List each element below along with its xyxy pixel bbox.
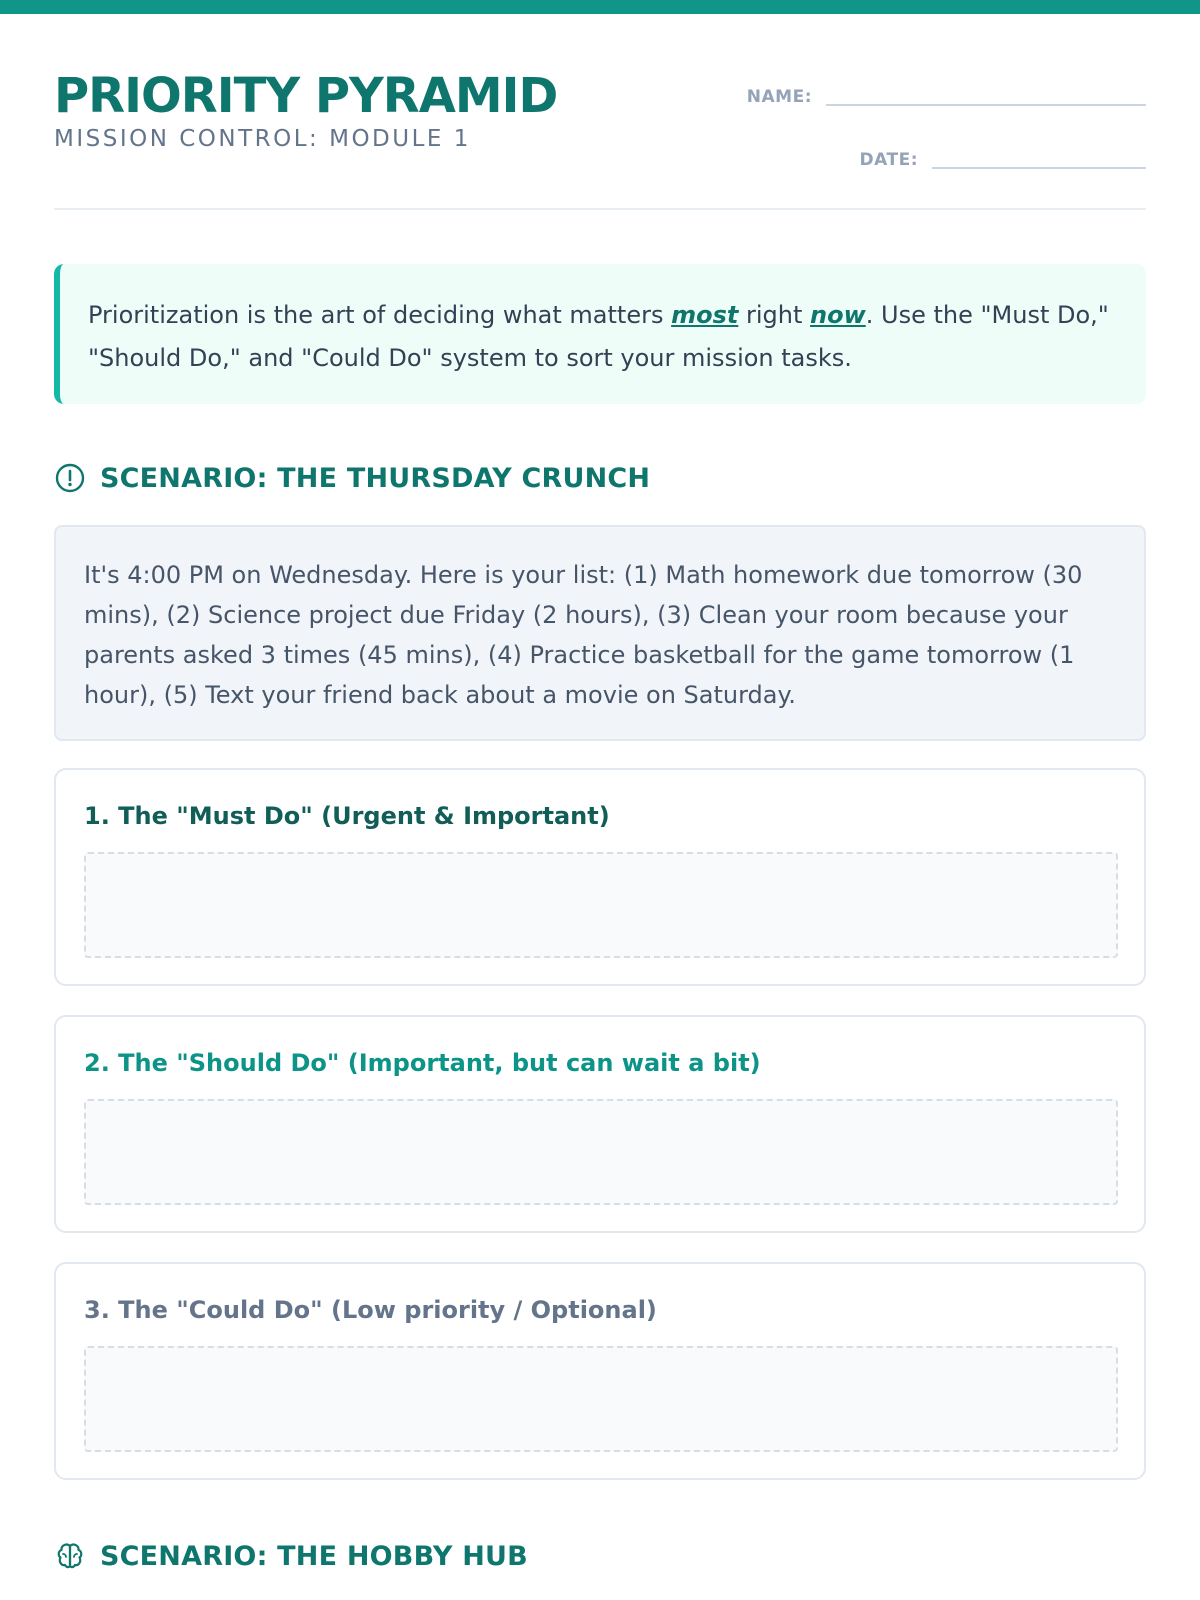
intro-emphasis-now: now (810, 301, 866, 329)
must-do-answer-box[interactable] (84, 852, 1118, 958)
name-label: NAME: (746, 87, 812, 107)
intro-emphasis-most: most (671, 301, 739, 329)
page-title: PRIORITY PYRAMID (54, 68, 558, 124)
intro-text-1: Prioritization is the art of deciding what matters (88, 301, 672, 329)
must-do-title: 1. The "Must Do" (Urgent & Important) (84, 802, 610, 830)
must-do-card (54, 768, 1146, 986)
intro-callout (54, 264, 1146, 404)
brain-icon (54, 1540, 86, 1572)
date-field (860, 151, 1146, 169)
section-heading-text: SCENARIO: THE THURSDAY CRUNCH (100, 462, 651, 494)
section-heading-text: SCENARIO: THE HOBBY HUB (100, 1540, 528, 1572)
section-heading-hobby-hub (54, 1540, 528, 1572)
should-do-answer-box[interactable] (84, 1099, 1118, 1205)
top-accent-bar (0, 0, 1200, 14)
section-heading-thursday-crunch (54, 462, 650, 494)
alert-circle-icon (54, 462, 86, 494)
could-do-title: 3. The "Could Do" (Low priority / Optional) (84, 1296, 657, 1324)
could-do-answer-box[interactable] (84, 1346, 1118, 1452)
should-do-title: 2. The "Should Do" (Important, but can wait a bit) (84, 1049, 761, 1077)
date-input-line[interactable] (932, 151, 1146, 169)
intro-text-3: . Use the "Must Do," "Should Do," and "Could Do" system to sort your mission tasks. (88, 301, 1109, 372)
name-input-line[interactable] (826, 88, 1146, 106)
name-field (747, 88, 1146, 106)
intro-text-2: right (738, 301, 810, 329)
could-do-card (54, 1262, 1146, 1480)
worksheet-header (54, 68, 1146, 210)
date-label: DATE: (859, 150, 918, 170)
page-subtitle: MISSION CONTROL: MODULE 1 (54, 126, 471, 152)
should-do-card (54, 1015, 1146, 1233)
scenario-description: It's 4:00 PM on Wednesday. Here is your list: (1) Math homework due tomorrow (30 mins), (2) Science project due Friday (2 hours), (3) Clean your room because your parents asked 3 times (45 mins), (4) Practice basketball for the game tomorrow (1 hour), (5) Text your friend back about a movie on Saturday. (54, 525, 1146, 741)
